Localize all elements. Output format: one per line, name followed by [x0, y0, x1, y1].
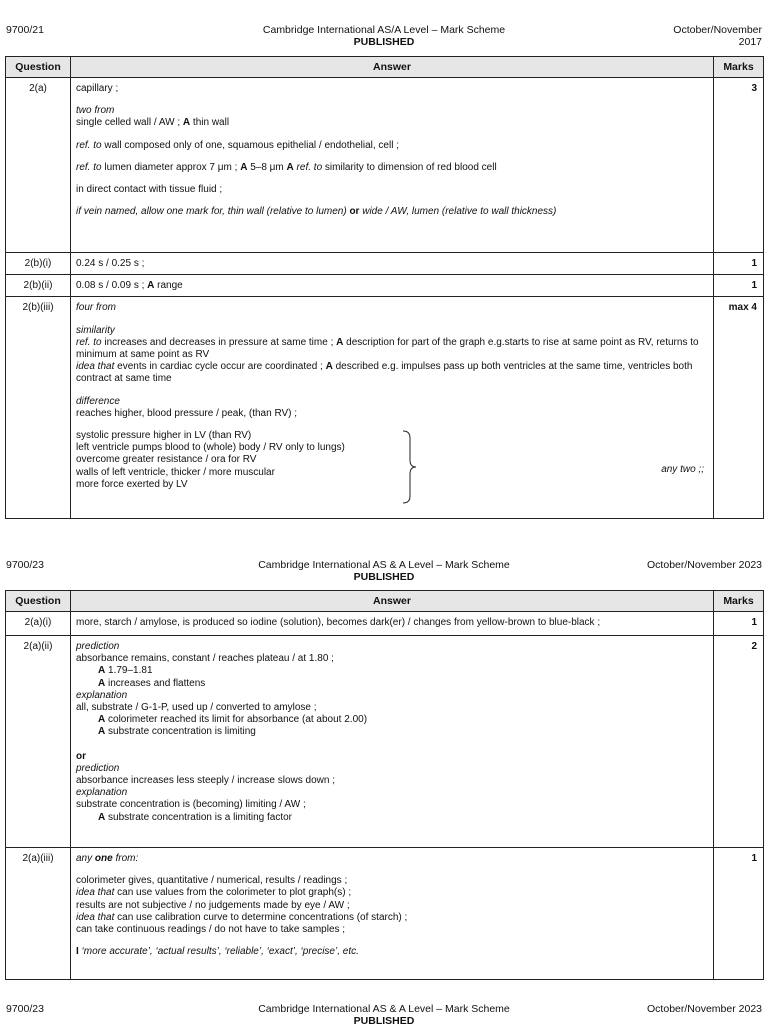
answer-line: results are not subjective / no judgements made by eye / AW ; — [76, 899, 350, 911]
answer-header: Answer — [71, 591, 714, 612]
exam-session: October/November 2023 — [647, 1003, 762, 1015]
marks-value: 1 — [714, 253, 764, 275]
subheading: explanation — [76, 787, 128, 799]
any-two-group — [76, 430, 708, 491]
instruction: four from — [76, 302, 117, 314]
list-item: overcome greater resistance / ora for RV — [76, 454, 257, 466]
question-header: Question — [6, 57, 71, 78]
answer-line: A substrate concentration is limiting — [98, 726, 256, 738]
curly-brace-icon — [401, 430, 421, 504]
answer-line: idea that can use values from the colorimeter to plot graph(s) ; — [76, 887, 352, 899]
answer-line: absorbance increases less steeply / increase slows down ; — [76, 775, 336, 787]
answer-line: colorimeter gives, quantitative / numerical, results / readings ; — [76, 875, 348, 887]
answer-cell: 0.24 s / 0.25 s ; — [71, 253, 714, 275]
document-title: Cambridge International AS & A Level – Mark Scheme — [258, 559, 510, 571]
answer-line: A substrate concentration is a limiting factor — [98, 811, 292, 823]
answer-line: if vein named, allow one mark for, thin wall (relative to lumen) or wide / AW, lumen (relative to wall thickness) — [76, 206, 557, 218]
session-month: October/November — [673, 24, 762, 36]
question-number: 2(a) — [6, 78, 71, 253]
answer-line: idea that events in cardiac cycle occur are coordinated ; A described e.g. impulses pass up both ventricles at the same time, ventricles both contract at same time — [76, 361, 693, 385]
table-row — [6, 297, 764, 519]
answer-line: substrate concentration is (becoming) limiting / AW ; — [76, 799, 306, 811]
table-header-row — [6, 591, 764, 612]
marks-header: Marks — [714, 591, 764, 612]
answer-cell: more, starch / amylose, is produced so iodine (solution), becomes dark(er) / changes from yellow-brown to blue-black ; — [71, 612, 714, 636]
session-year: 2017 — [738, 36, 762, 48]
answer-line: ref. to wall composed only of one, squamous epithelial / endothelial, cell ; — [76, 139, 399, 151]
list-item: more force exerted by LV — [76, 478, 188, 490]
answer-line: capillary ; — [76, 83, 119, 94]
published-label: PUBLISHED — [353, 36, 415, 48]
answer-header: Answer — [71, 57, 714, 78]
answer-line: ref. to lumen diameter approx 7 μm ; A 5–8 μm A ref. to similarity to dimension of red blood cell — [76, 161, 497, 173]
answer-line: idea that can use calibration curve to determine concentrations (of starch) ; — [76, 911, 408, 923]
or-separator: or — [76, 750, 86, 762]
exam-session — [673, 24, 762, 48]
marks-value: 2 — [714, 636, 764, 848]
list-item: systolic pressure higher in LV (than RV) — [76, 430, 252, 442]
subheading: prediction — [76, 762, 120, 774]
answer-line: can take continuous readings / do not have to take samples ; — [76, 924, 346, 936]
subheading: similarity — [76, 324, 115, 336]
table-row — [6, 636, 764, 848]
marks-value: 1 — [714, 275, 764, 297]
paper-code: 9700/23 — [6, 1003, 44, 1015]
mark-scheme-table-1 — [5, 56, 764, 519]
subheading: explanation — [76, 689, 128, 701]
question-number: 2(b)(iii) — [6, 297, 71, 519]
table-row — [6, 253, 764, 275]
answer-cell — [71, 636, 714, 848]
page-header-2 — [0, 559, 768, 589]
subheading: prediction — [76, 641, 120, 652]
marks-value: 1 — [714, 612, 764, 636]
question-number: 2(b)(ii) — [6, 275, 71, 297]
published-label: PUBLISHED — [353, 571, 415, 583]
document-title: Cambridge International AS/A Level – Mark Scheme — [262, 24, 506, 36]
answer-cell — [71, 297, 714, 519]
instruction: two from — [76, 105, 115, 117]
question-number: 2(a)(iii) — [6, 848, 71, 980]
page-header-3 — [0, 1003, 768, 1033]
table-row — [6, 612, 764, 636]
list-item: walls of left ventricle, thicker / more muscular — [76, 466, 275, 478]
answer-cell — [71, 848, 714, 980]
document-title: Cambridge International AS & A Level – Mark Scheme — [258, 1003, 510, 1015]
paper-code: 9700/23 — [6, 559, 44, 571]
answer-line: A increases and flattens — [98, 677, 206, 689]
ignore-line: I ‘more accurate’, ‘actual results’, ‘reliable’, ‘exact’, ‘precise’, etc. — [76, 946, 359, 958]
instruction: any one from: — [76, 853, 139, 864]
marks-value: 1 — [714, 848, 764, 980]
question-number: 2(a)(i) — [6, 612, 71, 636]
page-header-1 — [0, 24, 768, 54]
answer-line: A colorimeter reached its limit for absorbance (at about 2.00) — [98, 714, 368, 726]
question-number: 2(b)(i) — [6, 253, 71, 275]
answer-line: reaches higher, blood pressure / peak, (than RV) ; — [76, 407, 298, 419]
answer-line: ref. to increases and decreases in pressure at same time ; A description for part of the graph e.g.starts to rise at same point as RV, returns to minimum at same point as RV — [76, 336, 699, 361]
answer-cell — [71, 78, 714, 253]
list-item: left ventricle pumps blood to (whole) body / RV only to lungs) — [76, 442, 345, 454]
question-header: Question — [6, 591, 71, 612]
answer-cell: 0.08 s / 0.09 s ; A range — [71, 275, 714, 297]
marks-header: Marks — [714, 57, 764, 78]
table-row — [6, 78, 764, 253]
exam-session: October/November 2023 — [647, 559, 762, 571]
answer-line: absorbance remains, constant / reaches plateau / at 1.80 ; — [76, 653, 334, 665]
table-row — [6, 848, 764, 980]
table-row — [6, 275, 764, 297]
answer-line: in direct contact with tissue fluid ; — [76, 184, 223, 196]
marks-value: max 4 — [714, 297, 764, 519]
answer-line: single celled wall / AW ; A thin wall — [76, 117, 230, 129]
answer-line: A 1.79–1.81 — [98, 665, 153, 677]
answer-line: all, substrate / G-1-P, used up / converted to amylose ; — [76, 702, 317, 714]
paper-code: 9700/21 — [6, 24, 44, 36]
subheading: difference — [76, 395, 120, 407]
question-number: 2(a)(ii) — [6, 636, 71, 848]
mark-scheme-table-2 — [5, 590, 764, 980]
marks-value: 3 — [714, 78, 764, 253]
table-header-row — [6, 57, 764, 78]
published-label: PUBLISHED — [353, 1015, 415, 1027]
any-two-note: any two ;; — [661, 464, 704, 476]
